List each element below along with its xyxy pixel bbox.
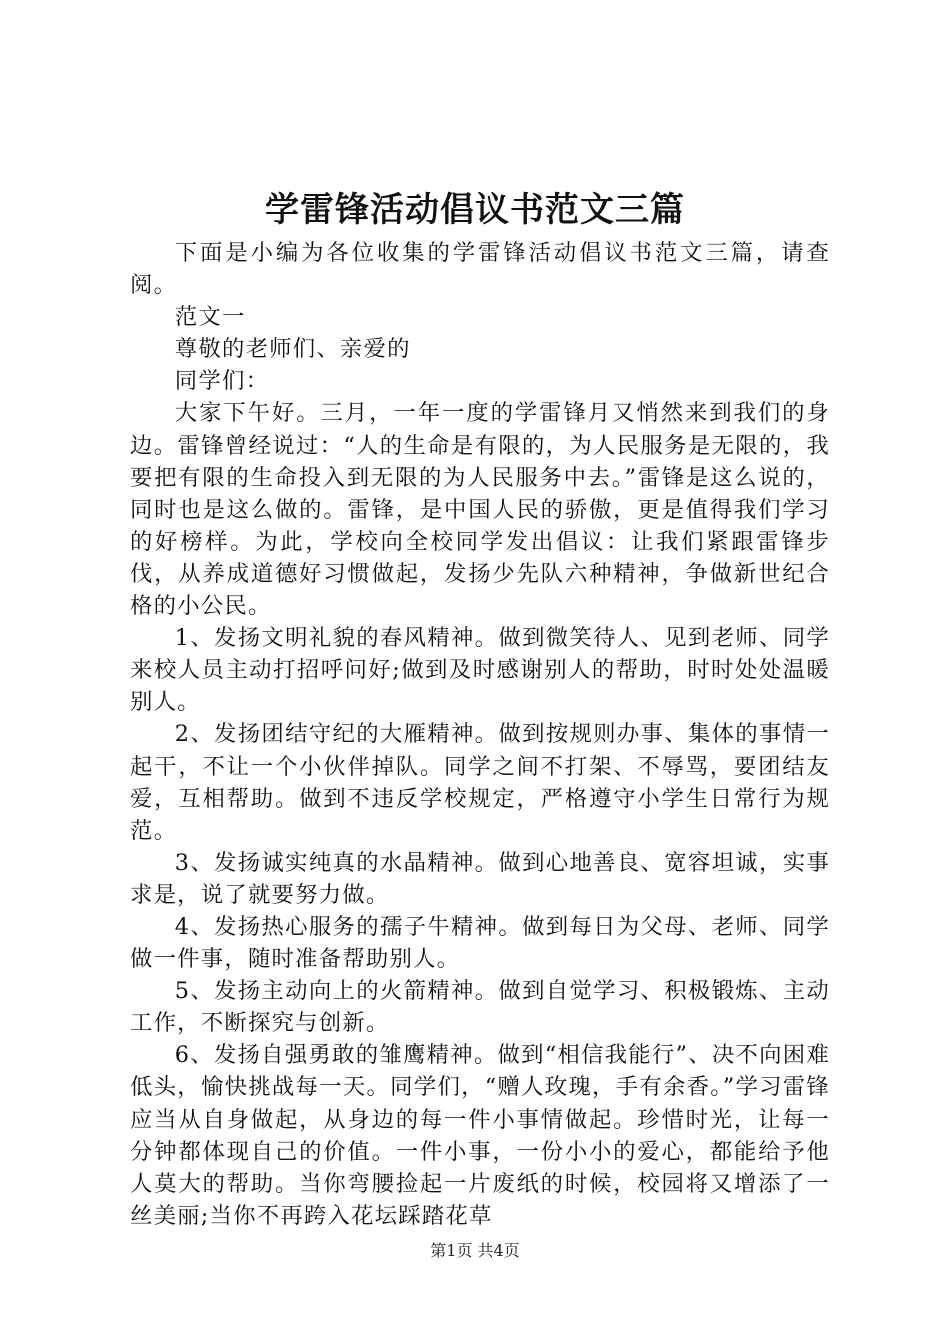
- salutation-line-2: 同学们：: [174, 368, 270, 395]
- list-item-4: 4、发扬热心服务的孺子牛精神。做到每日为父母、老师、同学做一件事，随时准备帮助别人。: [130, 913, 830, 973]
- body-paragraph: 大家下午好。三月，一年一度的学雷锋月又悄然来到我们的身边。雷锋曾经说过：“人的生命是有限的，为人民服务是无限的，我要把有限的生命投入到无限的为人民服务中去。”雷锋是这么说的，同时也是这么做的。雷锋，是中国人民的骄傲，更是值得我们学习的好榜样。为此，学校向全校同学发出倡议：让我们紧跟雷锋步伐，从养成道德好习惯做起，发扬少先队六种精神，争做新世纪合格的小公民。: [130, 400, 830, 620]
- document-body: [130, 237, 830, 1232]
- list-item-5: 5、发扬主动向上的火箭精神。做到自觉学习、积极锻炼、主动工作，不断探究与创新。: [130, 978, 830, 1037]
- section-heading: 范文一: [174, 304, 246, 331]
- salutation-line-1: 尊敬的老师们、亲爱的: [174, 336, 411, 363]
- list-item-3: 3、发扬诚实纯真的水晶精神。做到心地善良、宽容坦诚，实事求是，说了就要努力做。: [130, 849, 830, 908]
- list-item-1: 1、发扬文明礼貌的春风精神。做到微笑待人、见到老师、同学来校人员主动打招呼问好;做到及时感谢别人的帮助，时时处处温暖别人。: [130, 625, 830, 716]
- intro-paragraph: 下面是小编为各位收集的学雷锋活动倡议书范文三篇，请查阅。: [130, 240, 830, 299]
- list-item-2: 2、发扬团结守纪的大雁精神。做到按规则办事、集体的事情一起干，不让一个小伙伴掉队。同学之间不打架、不辱骂，要团结友爱，互相帮助。做到不违反学校规定，严格遵守小学生日常行为规范。: [130, 721, 830, 844]
- page-footer: 第1页 共4页: [430, 1241, 520, 1260]
- document-title: 学雷锋活动倡议书范文三篇: [265, 190, 685, 230]
- list-item-6: 6、发扬自强勇敢的雏鹰精神。做到“相信我能行”、决不向困难低头，愉快挑战每一天。同学们，“赠人玫瑰，手有余香。”学习雷锋应当从自身做起，从身边的每一件小事情做起。珍惜时光，让每一分钟都体现自己的价值。一件小事，一份小小的爱心，都能给予他人莫大的帮助。当你弯腰捡起一片废纸的时候，校园将又增添了一丝美丽;当你不再跨入花坛踩踏花草: [130, 1042, 830, 1229]
